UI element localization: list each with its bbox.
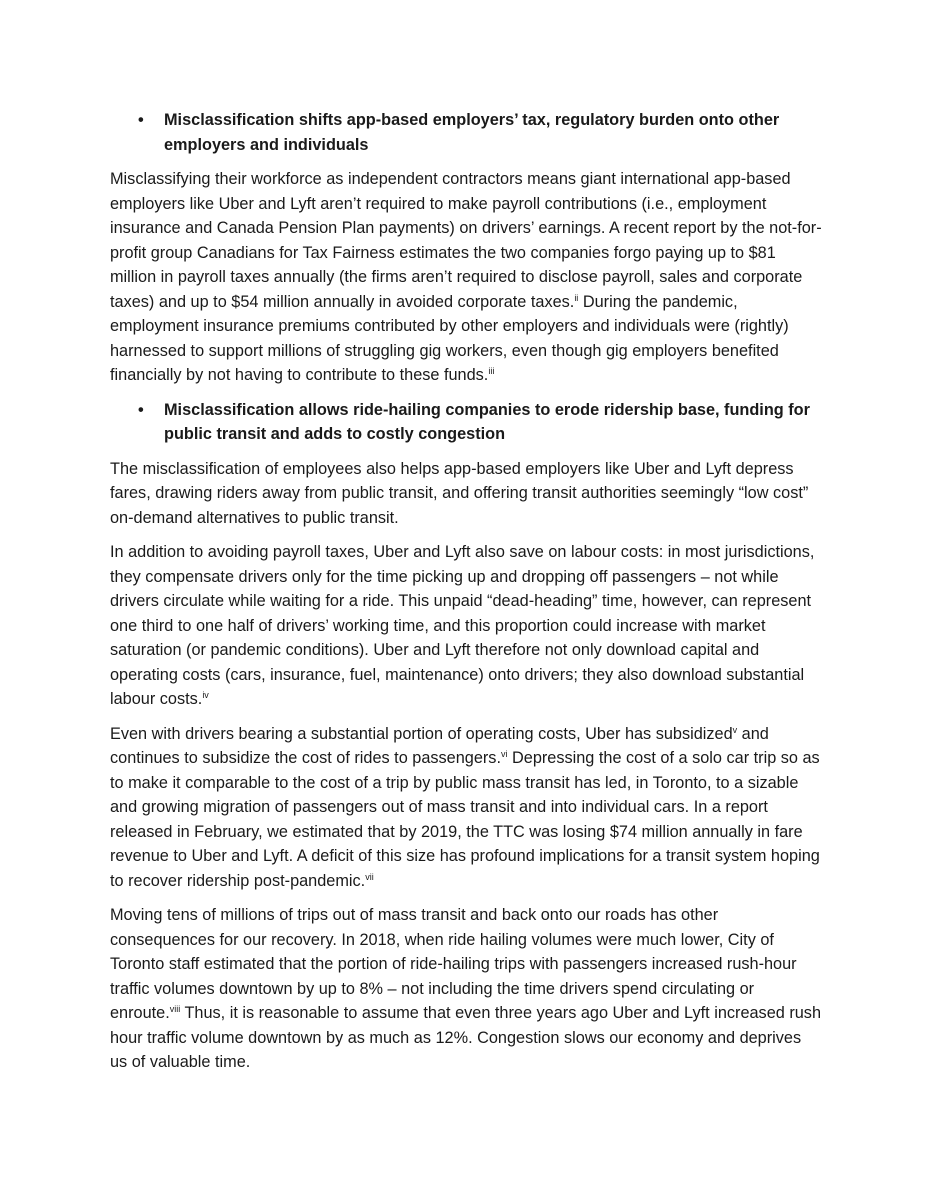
paragraph-depress-fares: [110, 457, 822, 531]
footnote-ref-iii[interactable]: iii: [488, 366, 495, 376]
bullet-heading-tax-burden: [110, 108, 822, 157]
paragraph-text: During the pandemic, employment insurance premiums contributed by other employers and individuals were (rightly) harnessed to support millions of struggling gig workers, even though gig employers benefited financially by not having to contribute to these funds.: [110, 292, 789, 384]
paragraph-text: and continues to subsidize the cost of rides to passengers.: [110, 724, 769, 767]
paragraph-text: Misclassifying their workforce as independent contractors means giant international app-based employers like Uber and Lyft aren’t required to make payroll contributions (i.e., employment insurance and Canada Pension Plan payments) on drivers’ earnings. A recent report by the not-for-profit group Canadians for Tax Fairness estimates the two companies forgo paying up to $81 million in payroll taxes annually (the firms aren’t required to disclose payroll, sales and corporate taxes) and up to $54 million annually in avoided corporate taxes.: [110, 170, 822, 311]
bullet-icon: •: [138, 400, 144, 419]
footnote-ref-ii[interactable]: ii: [574, 292, 579, 303]
bullet-heading-text: Misclassification allows ride-hailing companies to erode ridership base, funding for public transit and adds to costly congestion: [164, 400, 810, 443]
footnote-ref-viii[interactable]: viii: [169, 1004, 181, 1014]
paragraph-text: In addition to avoiding payroll taxes, Uber and Lyft also save on labour costs: in most jurisdictions, they compensate drivers only for the time picking up and dropping off passengers – not while drivers circulate while waiting for a ride. This unpaid “dead-heading” time, however, can represent one third to one half of drivers’ working time, and this proportion could increase with market saturation (or pandemic conditions). Uber and Lyft therefore not only download capital and operating costs (cars, insurance, fuel, maintenance) onto drivers; they also download substantial labour costs.: [110, 543, 815, 708]
document-page: [110, 108, 822, 1085]
paragraph-text: The misclassification of employees also helps app-based employers like Uber and Lyft depress fares, drawing riders away from public transit, and offering transit authorities seemingly “low cost” on-demand alternatives to public transit.: [110, 459, 809, 527]
footnote-ref-vi[interactable]: vi: [500, 749, 508, 759]
footnote-ref-iv[interactable]: iv: [202, 690, 209, 700]
paragraph-text: Depressing the cost of a solo car trip so as to make it comparable to the cost of a trip by public mass transit has led, in Toronto, to a sizable and growing migration of passengers out of mass transit and into individual cars. In a report released in February, we estimated that by 2019, the TTC was losing $74 million annually in fare revenue to Uber and Lyft. A deficit of this size has profound implications for a transit system hoping to recover ridership post-pandemic.: [110, 749, 820, 890]
paragraph-text: Thus, it is reasonable to assume that even three years ago Uber and Lyft increased rush hour traffic volume downtown by as much as 12%. Congestion slows our economy and deprives us of valuable time.: [110, 1004, 822, 1071]
paragraph-subsidized-rides: [110, 722, 822, 894]
footnote-ref-v[interactable]: v: [732, 724, 738, 735]
bullet-heading-ridership: [110, 398, 822, 447]
footnote-ref-vii[interactable]: vii: [365, 871, 374, 882]
paragraph-labour-costs: [110, 540, 822, 712]
paragraph-text: Moving tens of millions of trips out of mass transit and back onto our roads has other consequences for our recovery. In 2018, when ride hailing volumes were much lower, City of Toronto staff estimated that the portion of ride-hailing trips with passengers increased rush-hour traffic volumes downtown by up to 8% – not including the time drivers spend circulating or enroute.: [110, 906, 797, 1022]
paragraph-payroll-contributions: [110, 167, 822, 388]
bullet-icon: •: [138, 111, 144, 129]
paragraph-text: Even with drivers bearing a substantial portion of operating costs, Uber has subsidized: [110, 724, 733, 743]
paragraph-congestion: [110, 903, 822, 1075]
bullet-heading-text: Misclassification shifts app-based employers’ tax, regulatory burden onto other employers and individuals: [164, 111, 780, 154]
